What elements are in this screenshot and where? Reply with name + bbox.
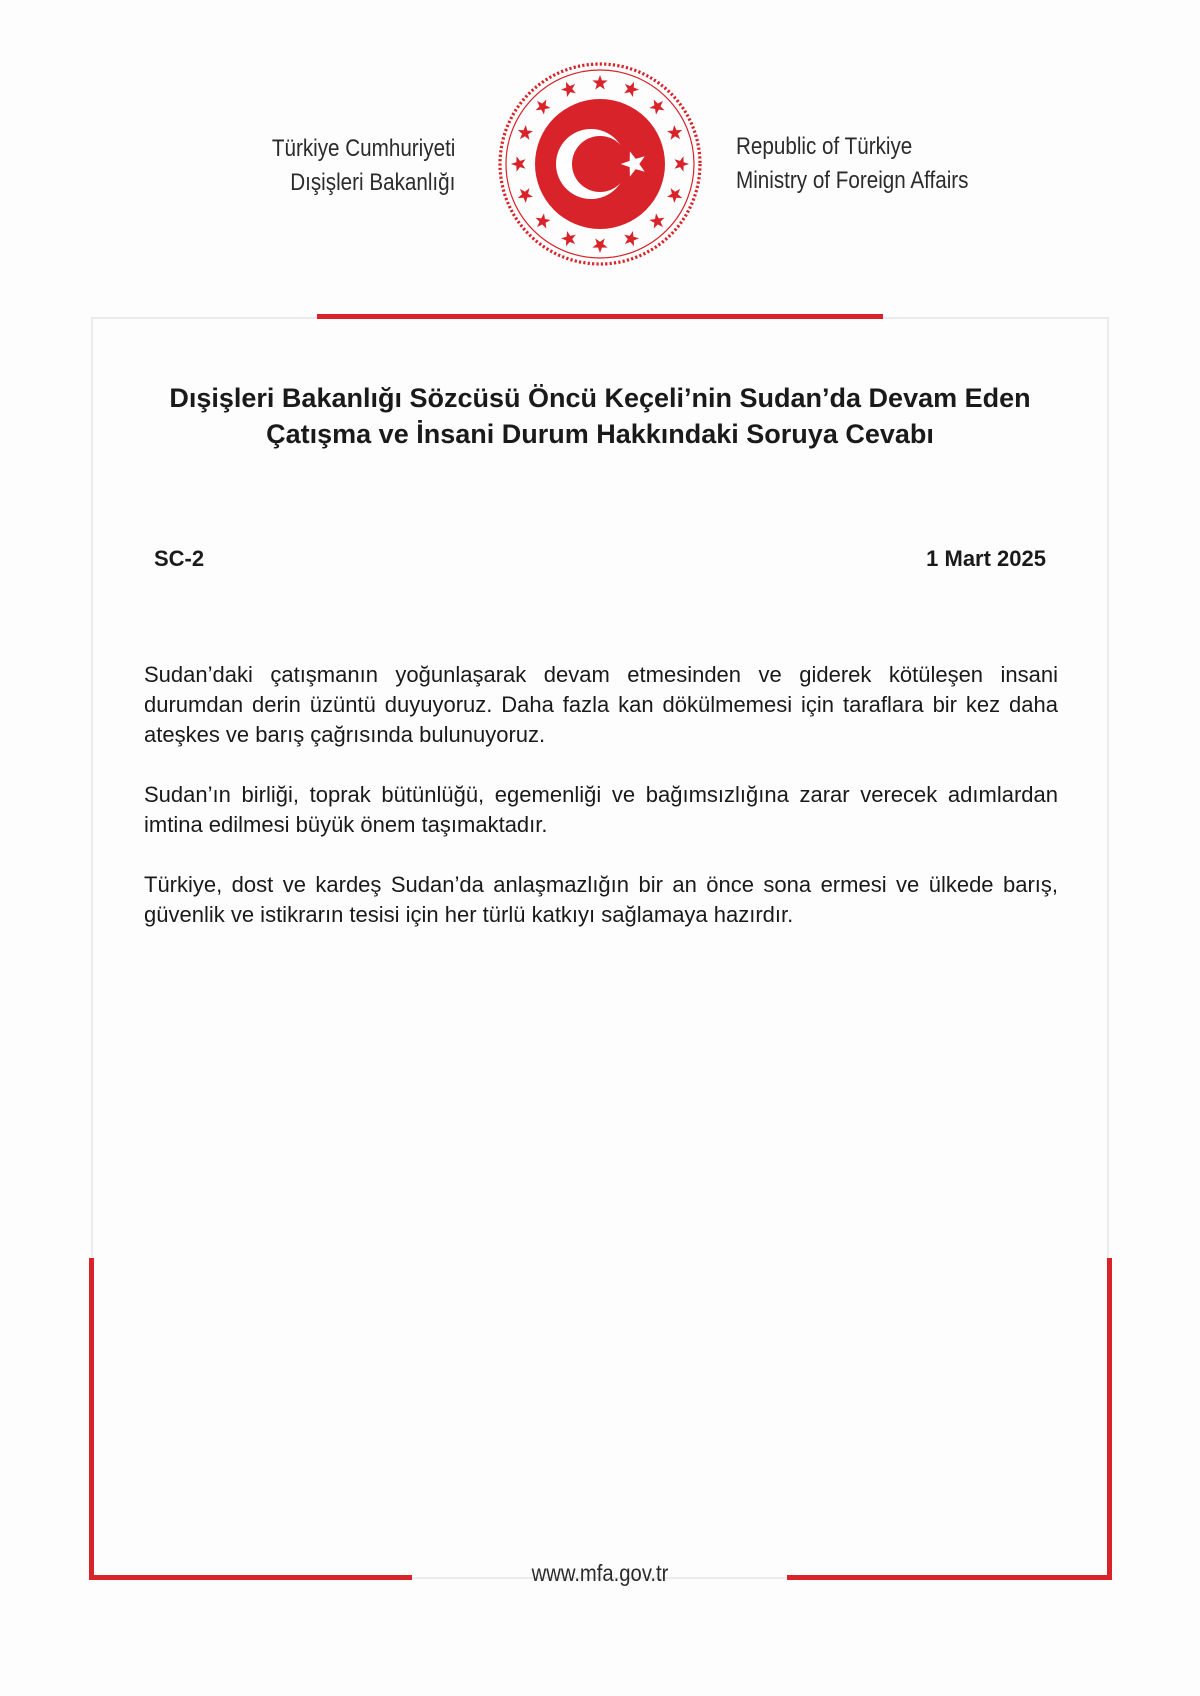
emblem-ring-star-icon [559,230,579,249]
emblem-ring-star-icon [674,156,689,171]
letterhead-english [736,130,968,198]
emblem-ring-star-icon [515,123,534,143]
emblem-ring-star-icon [592,238,607,253]
letterhead-turkish-line2: Dışişleri Bakanlığı [289,169,455,196]
emblem-ring-star-icon [515,185,534,205]
crescent-star-emblem-icon [497,61,703,267]
emblem-ring-star-icon [532,96,553,117]
body-paragraph: Türkiye, dost ve kardeş Sudan’da anlaşmazlığın bir an önce sona ermesi ve ülkede barış, güvenlik ve istikrarın tesisi için her türlü katkıyı sağlamaya hazırdır. [144,872,1058,927]
document-title-line2: Çatışma ve İnsani Durum Hakkındaki Soruya Cevabı [266,419,934,449]
emblem-ring-star-icon [592,75,607,90]
footer-website: www.mfa.gov.tr [531,1560,669,1586]
document-date: 1 Mart 2025 [926,546,1046,571]
body-paragraph: Sudan’daki çatışmanın yoğunlaşarak devam etmesinden ve giderek kötüleşen insani durumdan derin üzüntü duyuyoruz. Daha fazla kan dökülmemesi için taraflara bir kez daha ateşkes ve barış çağrısında bulunuyoruz. [144,662,1058,747]
letterhead-turkish [271,132,455,200]
emblem-ring-star-icon [621,79,641,98]
body-paragraph: Sudan’ın birliği, toprak bütünlüğü, egemenliği ve bağımsızlığına zarar verecek adımlardan imtina edilmesi büyük önem taşımaktadır. [144,782,1058,837]
emblem-ring-star-icon [647,96,668,117]
emblem-ring-star-icon [559,79,579,98]
letterhead-english-line1: Republic of Türkiye [736,133,913,160]
emblem-ring-star-icon [511,156,526,171]
emblem-ring-star-icon [666,185,685,205]
document-reference: SC-2 [154,546,205,571]
document-body [144,660,1058,960]
emblem-ring-star-icon [621,230,641,249]
letterhead-turkish-line1: Türkiye Cumhuriyeti [271,135,455,162]
emblem-ring-star-icon [532,211,553,232]
frame-corner-left-vertical [89,1258,94,1580]
document-title-line1: Dışişleri Bakanlığı Sözcüsü Öncü Keçeli’nin Sudan’da Devam Eden [169,383,1031,413]
emblem-ring-star-icon [647,211,668,232]
document-title [120,380,1080,452]
emblem-ring-star-icon [666,123,685,143]
frame-corner-right-vertical [1107,1258,1112,1580]
frame-top-red-line [317,314,883,319]
letterhead-english-line2: Ministry of Foreign Affairs [736,167,969,194]
